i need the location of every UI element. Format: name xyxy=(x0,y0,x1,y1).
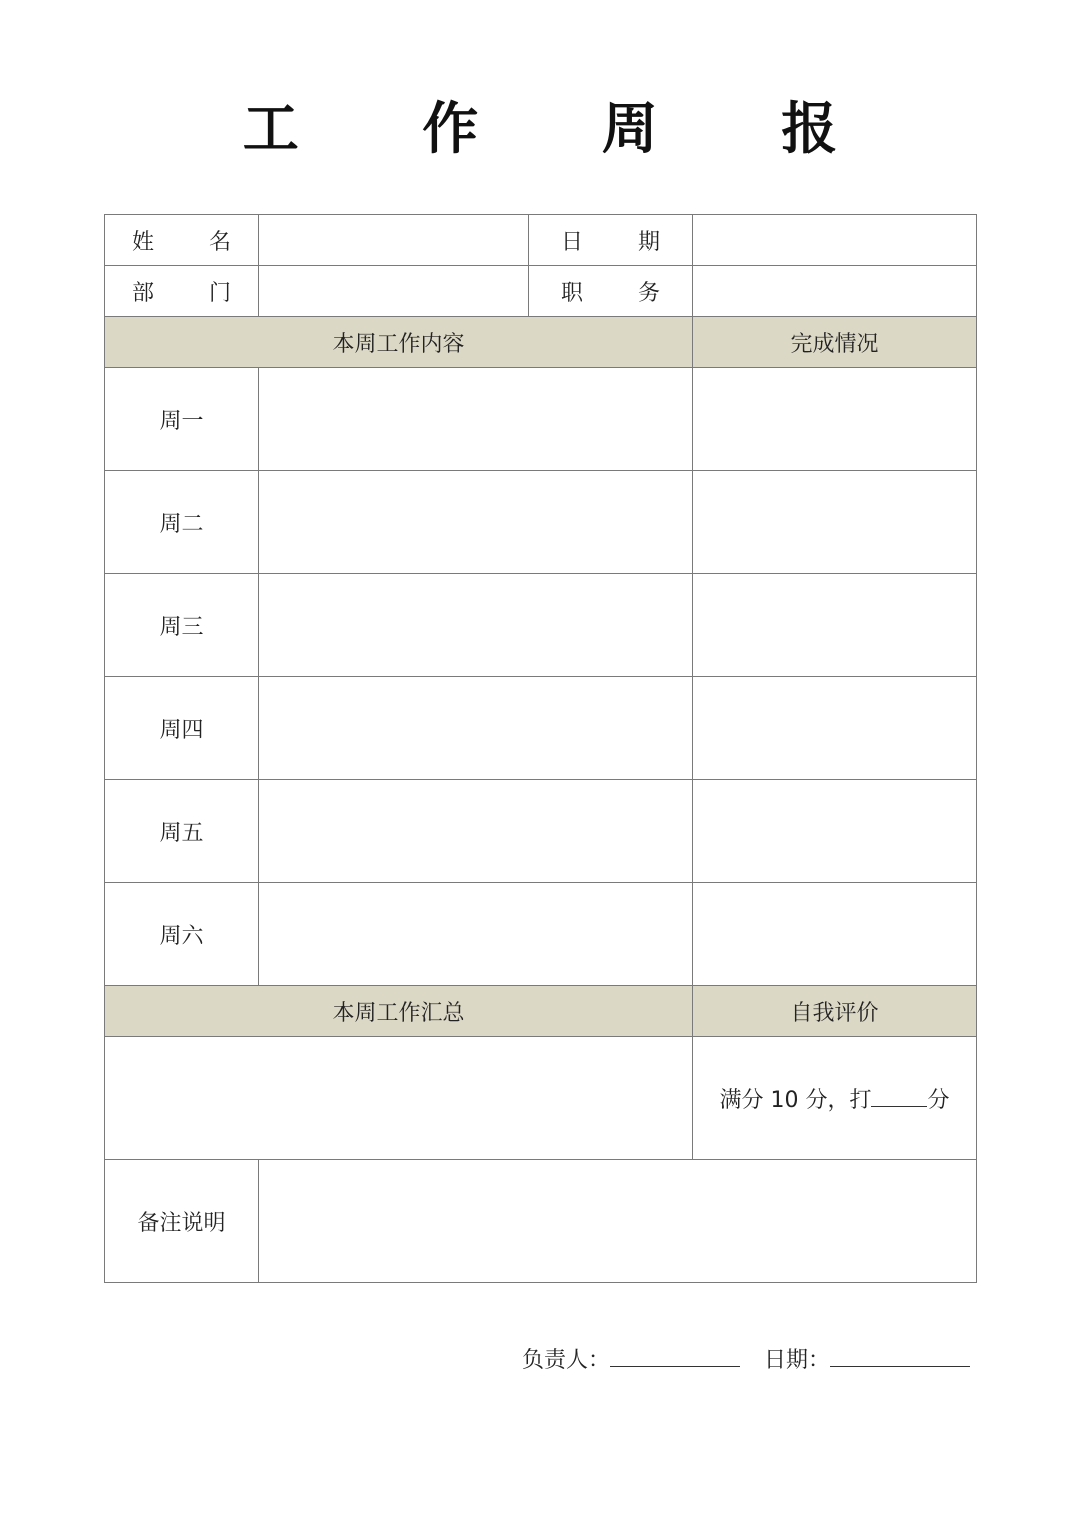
work-summary-header: 本周工作汇总 xyxy=(105,986,693,1037)
rating-prefix: 满分 10 分，打 xyxy=(719,1087,872,1113)
summary-header-row xyxy=(105,986,977,1037)
date-field[interactable] xyxy=(693,215,977,266)
day-row xyxy=(105,574,977,677)
day-row xyxy=(105,471,977,574)
person-in-charge-label: 负责人： xyxy=(522,1348,611,1373)
day-row xyxy=(105,677,977,780)
day-label: 周三 xyxy=(105,574,259,677)
day-status-field[interactable] xyxy=(693,780,977,883)
day-status-field[interactable] xyxy=(693,368,977,471)
day-label: 周四 xyxy=(105,677,259,780)
day-label: 周五 xyxy=(105,780,259,883)
notes-field[interactable] xyxy=(259,1160,977,1283)
day-content-field[interactable] xyxy=(259,574,693,677)
page-title: 工 作 周 报 xyxy=(242,97,890,162)
day-content-field[interactable] xyxy=(259,677,693,780)
position-field[interactable] xyxy=(693,266,977,317)
day-content-field[interactable] xyxy=(259,471,693,574)
info-row-2 xyxy=(105,266,977,317)
day-status-field[interactable] xyxy=(693,677,977,780)
notes-row xyxy=(105,1160,977,1283)
footer-date-line[interactable] xyxy=(830,1344,970,1367)
department-label: 部 门 xyxy=(105,266,259,317)
day-row xyxy=(105,883,977,986)
work-summary-field[interactable] xyxy=(105,1037,693,1160)
rating-blank[interactable] xyxy=(871,1086,927,1107)
content-header-row xyxy=(105,317,977,368)
date-label: 日 期 xyxy=(529,215,693,266)
self-rating-cell xyxy=(693,1037,977,1160)
footer-date-label: 日期： xyxy=(764,1348,831,1373)
day-label: 周二 xyxy=(105,471,259,574)
name-label: 姓 名 xyxy=(105,215,259,266)
day-status-field[interactable] xyxy=(693,471,977,574)
day-status-field[interactable] xyxy=(693,574,977,677)
name-field[interactable] xyxy=(259,215,529,266)
day-content-field[interactable] xyxy=(259,780,693,883)
signature-footer xyxy=(522,1343,970,1374)
day-status-field[interactable] xyxy=(693,883,977,986)
work-content-header: 本周工作内容 xyxy=(105,317,693,368)
info-row-1 xyxy=(105,215,977,266)
day-content-field[interactable] xyxy=(259,368,693,471)
day-label: 周一 xyxy=(105,368,259,471)
summary-row xyxy=(105,1037,977,1160)
day-label: 周六 xyxy=(105,883,259,986)
position-label: 职 务 xyxy=(529,266,693,317)
notes-label: 备注说明 xyxy=(105,1160,259,1283)
day-content-field[interactable] xyxy=(259,883,693,986)
completion-status-header: 完成情况 xyxy=(693,317,977,368)
self-evaluation-header: 自我评价 xyxy=(693,986,977,1037)
department-field[interactable] xyxy=(259,266,529,317)
rating-suffix: 分 xyxy=(927,1087,950,1113)
day-row xyxy=(105,780,977,883)
day-row xyxy=(105,368,977,471)
person-in-charge-line[interactable] xyxy=(610,1344,740,1367)
weekly-report-table xyxy=(104,214,977,1283)
